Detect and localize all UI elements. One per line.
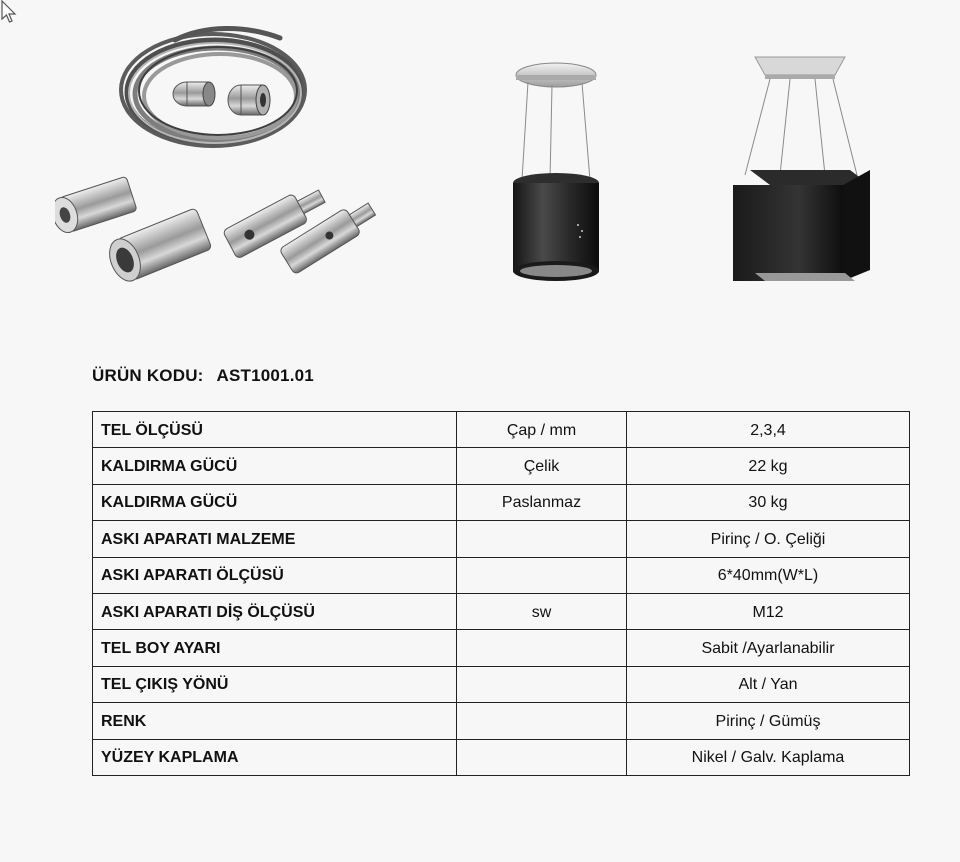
cable-kit-parts-image [55, 20, 385, 290]
spec-property: ASKI APARATI ÖLÇÜSÜ [93, 557, 457, 593]
spec-property: TEL ÇIKIŞ YÖNÜ [93, 666, 457, 702]
spec-table [92, 411, 910, 776]
spec-value: 6*40mm(W*L) [627, 557, 910, 593]
spec-condition: Paslanmaz [457, 484, 627, 520]
product-photos [0, 0, 960, 340]
spec-property: ASKI APARATI DİŞ ÖLÇÜSÜ [93, 593, 457, 629]
spec-value: Pirinç / Gümüş [627, 703, 910, 739]
spec-value: M12 [627, 593, 910, 629]
product-code-value: AST1001.01 [216, 366, 314, 385]
spec-value: Pirinç / O. Çeliği [627, 521, 910, 557]
spec-property: TEL BOY AYARI [93, 630, 457, 666]
spec-condition: sw [457, 593, 627, 629]
spec-value: 30 kg [627, 484, 910, 520]
spec-condition [457, 739, 627, 775]
spec-condition [457, 703, 627, 739]
product-code-label: ÜRÜN KODU: [92, 366, 204, 385]
table-row [93, 630, 910, 666]
round-island-hood-image [500, 55, 615, 290]
table-row [93, 593, 910, 629]
spec-condition [457, 557, 627, 593]
spec-condition [457, 630, 627, 666]
spec-property: KALDIRMA GÜCÜ [93, 484, 457, 520]
spec-property: RENK [93, 703, 457, 739]
spec-value: 22 kg [627, 448, 910, 484]
spec-condition [457, 666, 627, 702]
spec-property: TEL ÖLÇÜSÜ [93, 412, 457, 448]
table-row [93, 484, 910, 520]
table-row [93, 557, 910, 593]
table-row [93, 739, 910, 775]
square-island-hood-image [725, 45, 880, 290]
spec-value: Sabit /Ayarlanabilir [627, 630, 910, 666]
table-row [93, 666, 910, 702]
table-row [93, 521, 910, 557]
spec-value: Alt / Yan [627, 666, 910, 702]
table-row [93, 448, 910, 484]
spec-condition: Çelik [457, 448, 627, 484]
spec-property: KALDIRMA GÜCÜ [93, 448, 457, 484]
spec-condition [457, 521, 627, 557]
table-row [93, 412, 910, 448]
spec-property: ASKI APARATI MALZEME [93, 521, 457, 557]
product-code [92, 366, 314, 386]
spec-value: 2,3,4 [627, 412, 910, 448]
spec-value: Nikel / Galv. Kaplama [627, 739, 910, 775]
spec-property: YÜZEY KAPLAMA [93, 739, 457, 775]
spec-condition: Çap / mm [457, 412, 627, 448]
table-row [93, 703, 910, 739]
